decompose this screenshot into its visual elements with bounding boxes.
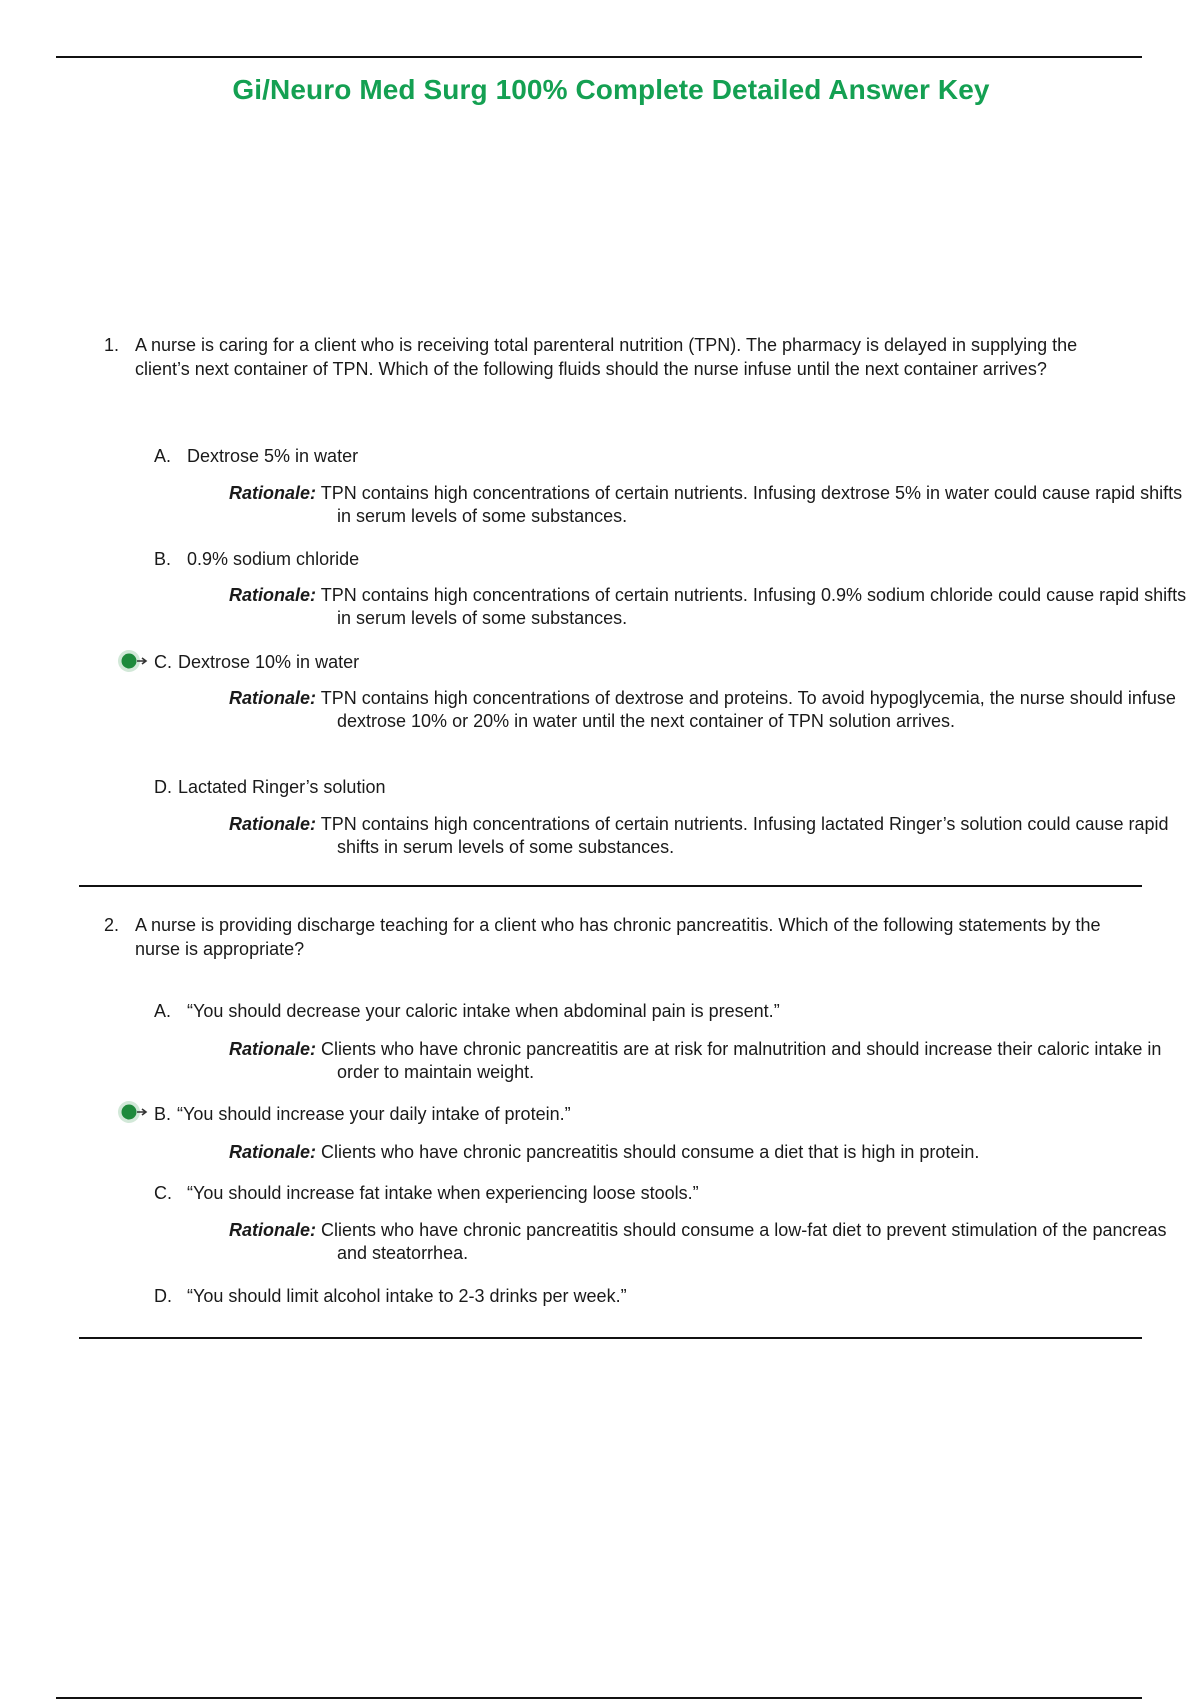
rationale-label: Rationale: (229, 814, 317, 834)
option-letter: C. (154, 652, 172, 672)
rationale-text: Clients who have chronic pancreatitis should consume a diet that is high in protein. (321, 1142, 980, 1162)
option-letter: D. (154, 1286, 172, 1306)
option-letter: B. (154, 549, 172, 569)
rationale-label: Rationale: (229, 1142, 317, 1162)
rationale-2b (229, 1141, 1197, 1164)
question-text: A nurse is providing discharge teaching for a client who has chronic pancreatitis. Which of the following statements by the nurse is appropriate? (135, 915, 1101, 959)
rationale-2a (229, 1038, 1197, 1084)
page-title: Gi/Neuro Med Surg 100% Complete Detailed Answer Key (232, 74, 990, 105)
rationale-text: Clients who have chronic pancreatitis are at risk for malnutrition and should increase their caloric intake in order to maintain weight. (321, 1039, 1162, 1082)
question-number: 2. (104, 915, 120, 935)
rationale-text: TPN contains high concentrations of dextrose and proteins. To avoid hypoglycemia, the nurse should infuse dextrose 10% or 20% in water until the next container of TPN solution arrives. (320, 688, 1176, 731)
option-2b (154, 1102, 571, 1126)
option-letter: D. (154, 777, 172, 797)
rationale-1c (229, 687, 1197, 733)
option-text: “You should limit alcohol intake to 2-3 drinks per week.” (187, 1286, 627, 1306)
question-text: A nurse is caring for a client who is receiving total parenteral nutrition (TPN). The pharmacy is delayed in supplying the client’s next container of TPN. Which of the following fluids should the nurse infuse until the next container arrives? (135, 335, 1078, 379)
rationale-text: TPN contains high concentrations of certain nutrients. Infusing dextrose 5% in water could cause rapid shifts in serum levels of some substances. (320, 483, 1183, 526)
option-text: “You should increase fat intake when experiencing loose stools.” (187, 1183, 699, 1203)
top-rule (56, 56, 1142, 58)
option-letter: A. (154, 1001, 172, 1021)
option-1d (154, 775, 385, 799)
option-2c (154, 1181, 699, 1205)
rationale-1a (229, 482, 1197, 528)
section-divider (79, 885, 1142, 887)
rationale-label: Rationale: (229, 483, 317, 503)
rationale-text: TPN contains high concentrations of certain nutrients. Infusing 0.9% sodium chloride could cause rapid shifts in serum levels of some substances. (320, 585, 1187, 628)
bottom-rule (56, 1697, 1142, 1699)
option-2a (154, 999, 780, 1023)
option-letter: B. (154, 1104, 172, 1124)
rationale-text: TPN contains high concentrations of certain nutrients. Infusing lactated Ringer’s solution could cause rapid shifts in serum levels of some substances. (320, 814, 1169, 857)
option-text: “You should decrease your caloric intake when abdominal pain is present.” (187, 1001, 780, 1021)
option-text: Dextrose 5% in water (187, 446, 359, 466)
option-text: Dextrose 10% in water (178, 652, 360, 672)
option-1a (154, 444, 358, 468)
question-number: 1. (104, 335, 120, 355)
rationale-label: Rationale: (229, 1220, 317, 1240)
option-text: 0.9% sodium chloride (187, 549, 360, 569)
correct-answer-marker-icon (116, 1099, 150, 1125)
rationale-label: Rationale: (229, 1039, 317, 1059)
rationale-2c (229, 1219, 1197, 1265)
option-2d (154, 1284, 627, 1308)
option-1c (154, 650, 359, 674)
rationale-1b (229, 584, 1197, 630)
option-text: Lactated Ringer’s solution (178, 777, 386, 797)
rationale-label: Rationale: (229, 585, 317, 605)
rationale-label: Rationale: (229, 688, 317, 708)
correct-answer-marker-icon (116, 648, 150, 674)
option-text: “You should increase your daily intake of protein.” (177, 1104, 571, 1124)
question-2 (104, 913, 1124, 961)
option-letter: A. (154, 446, 172, 466)
rationale-text: Clients who have chronic pancreatitis should consume a low-fat diet to prevent stimulation of the pancreas and steatorrhea. (321, 1220, 1167, 1263)
option-1b (154, 547, 359, 571)
section-divider (79, 1337, 1142, 1339)
question-1 (104, 333, 1124, 381)
rationale-1d (229, 813, 1197, 859)
option-letter: C. (154, 1183, 172, 1203)
